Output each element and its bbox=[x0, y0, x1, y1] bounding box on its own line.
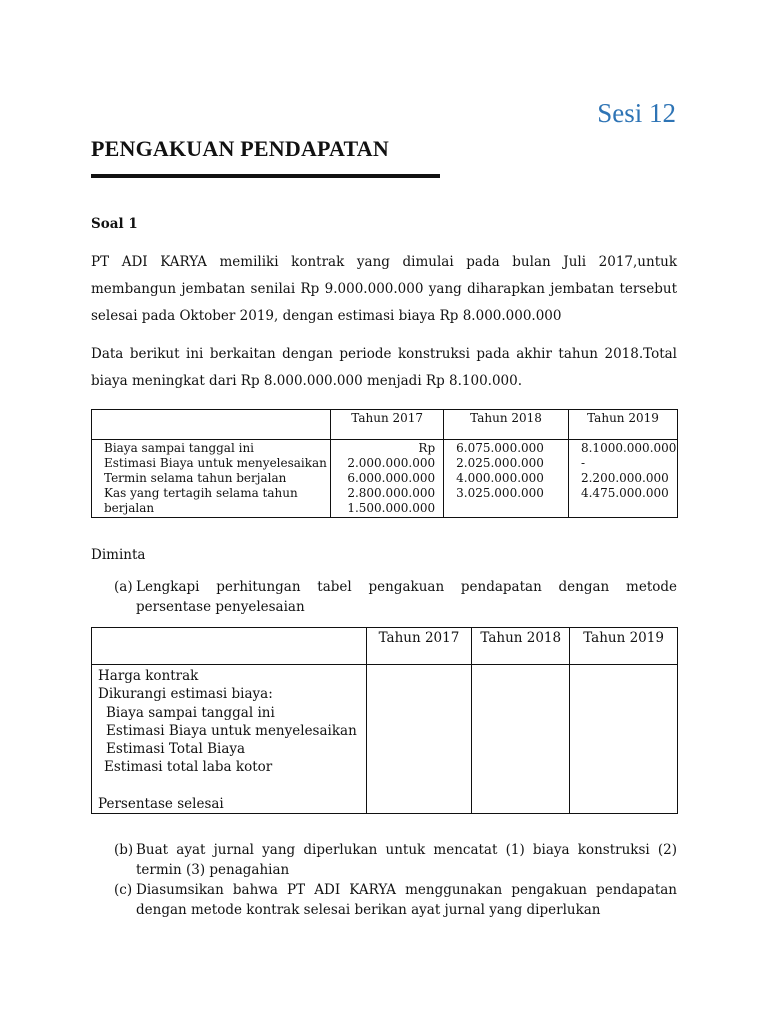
task-item-a bbox=[114, 577, 677, 617]
table-header-cell bbox=[92, 628, 367, 665]
table-cell-value: 2.200.000.000 bbox=[580, 471, 669, 485]
task-item-c bbox=[114, 880, 677, 920]
session-label: Sesi 12 bbox=[597, 98, 676, 128]
empty-answer-cell bbox=[366, 665, 472, 814]
row-label: Estimasi Biaya untuk menyelesaikan bbox=[106, 722, 357, 739]
table-header-cell: Tahun 2017 bbox=[366, 628, 472, 665]
table-cell-value: 4.000.000.000 bbox=[456, 471, 544, 485]
table-cell-value: 6.075.000.000 bbox=[456, 441, 544, 455]
table-header-cell: Tahun 2019 bbox=[568, 410, 677, 440]
table-cell-value: 1.500.000.000 bbox=[347, 501, 436, 515]
table-cell-value: 2.025.000.000 bbox=[456, 456, 544, 470]
row-label: Termin selama tahun berjalan bbox=[104, 471, 287, 485]
task-heading: Diminta bbox=[91, 547, 146, 563]
task-item-b bbox=[114, 840, 677, 880]
paragraph-intro: PT ADI KARYA memiliki kontrak yang dimulai pada bulan Juli 2017,untuk membangun jembatan senilai Rp 9.000.000.000 yang diharapkan jembatan tersebut selesai pada Oktober 2019, dengan estimasi biaya Rp 8.000.000.000 bbox=[91, 254, 677, 324]
year-2019-cell bbox=[568, 440, 677, 518]
table-header-row bbox=[92, 628, 678, 665]
empty-answer-cell bbox=[472, 665, 570, 814]
table-row bbox=[92, 440, 678, 518]
task-text: Buat ayat jurnal yang diperlukan untuk mencatat (1) biaya konstruksi (2) termin (3) penagahian bbox=[136, 842, 677, 878]
row-labels-cell bbox=[92, 665, 367, 814]
table-cell-value: 2.800.000.000 bbox=[347, 486, 436, 500]
year-2017-cell bbox=[331, 440, 444, 518]
table-cell-value: 4.475.000.000 bbox=[580, 486, 669, 500]
task-marker: (c) bbox=[114, 882, 133, 898]
question-heading: Soal 1 bbox=[91, 216, 138, 232]
table-header-cell: Tahun 2018 bbox=[472, 628, 570, 665]
table-cell-value: Rp 2.000.000.000 bbox=[347, 441, 436, 470]
table-header-cell: Tahun 2017 bbox=[331, 410, 444, 440]
row-label: Biaya sampai tanggal ini bbox=[104, 441, 255, 455]
row-label: Estimasi total laba kotor bbox=[104, 759, 273, 776]
row-label: Kas yang tertagih selama tahun berjalan bbox=[104, 486, 298, 515]
year-2018-cell bbox=[444, 440, 569, 518]
task-marker: (b) bbox=[114, 842, 134, 858]
table-header-cell: Tahun 2018 bbox=[444, 410, 569, 440]
table-header-cell bbox=[92, 410, 331, 440]
row-label: Biaya sampai tanggal ini bbox=[106, 704, 275, 721]
table-header-row bbox=[92, 410, 678, 440]
table-cell-value: 3.025.000.000 bbox=[456, 486, 544, 500]
page-title: PENGAKUAN PENDAPATAN bbox=[91, 136, 389, 161]
row-label: Estimasi Biaya untuk menyelesaikan bbox=[104, 456, 327, 470]
row-label: Persentase selesai bbox=[98, 795, 224, 812]
construction-data-table bbox=[91, 409, 678, 518]
paragraph-data: Data berikut ini berkaitan dengan periode konstruksi pada akhir tahun 2018.Total biaya meningkat dari Rp 8.000.000.000 menjadi Rp 8.100.000. bbox=[91, 346, 677, 389]
row-label: Harga kontrak bbox=[98, 668, 199, 684]
revenue-recognition-table bbox=[91, 627, 678, 814]
table-cell-value: 6.000.000.000 bbox=[347, 471, 436, 485]
task-text: Lengkapi perhitungan tabel pengakuan pendapatan dengan metode persentase penyelesaian bbox=[136, 579, 677, 615]
row-label: Estimasi Total Biaya bbox=[106, 741, 246, 758]
task-marker: (a) bbox=[114, 579, 133, 595]
title-underline bbox=[91, 174, 440, 178]
row-label: Dikurangi estimasi biaya: bbox=[98, 686, 273, 703]
table-header-cell: Tahun 2019 bbox=[570, 628, 678, 665]
table-row bbox=[92, 665, 678, 814]
task-text: Diasumsikan bahwa PT ADI KARYA menggunakan pengakuan pendapatan dengan metode kontrak selesai berikan ayat jurnal yang diperlukan bbox=[136, 882, 677, 918]
table-cell-value: 8.1000.000.000 bbox=[580, 441, 677, 455]
table-cell-value: - bbox=[580, 456, 586, 470]
empty-answer-cell bbox=[570, 665, 678, 814]
row-labels-cell bbox=[92, 440, 331, 518]
